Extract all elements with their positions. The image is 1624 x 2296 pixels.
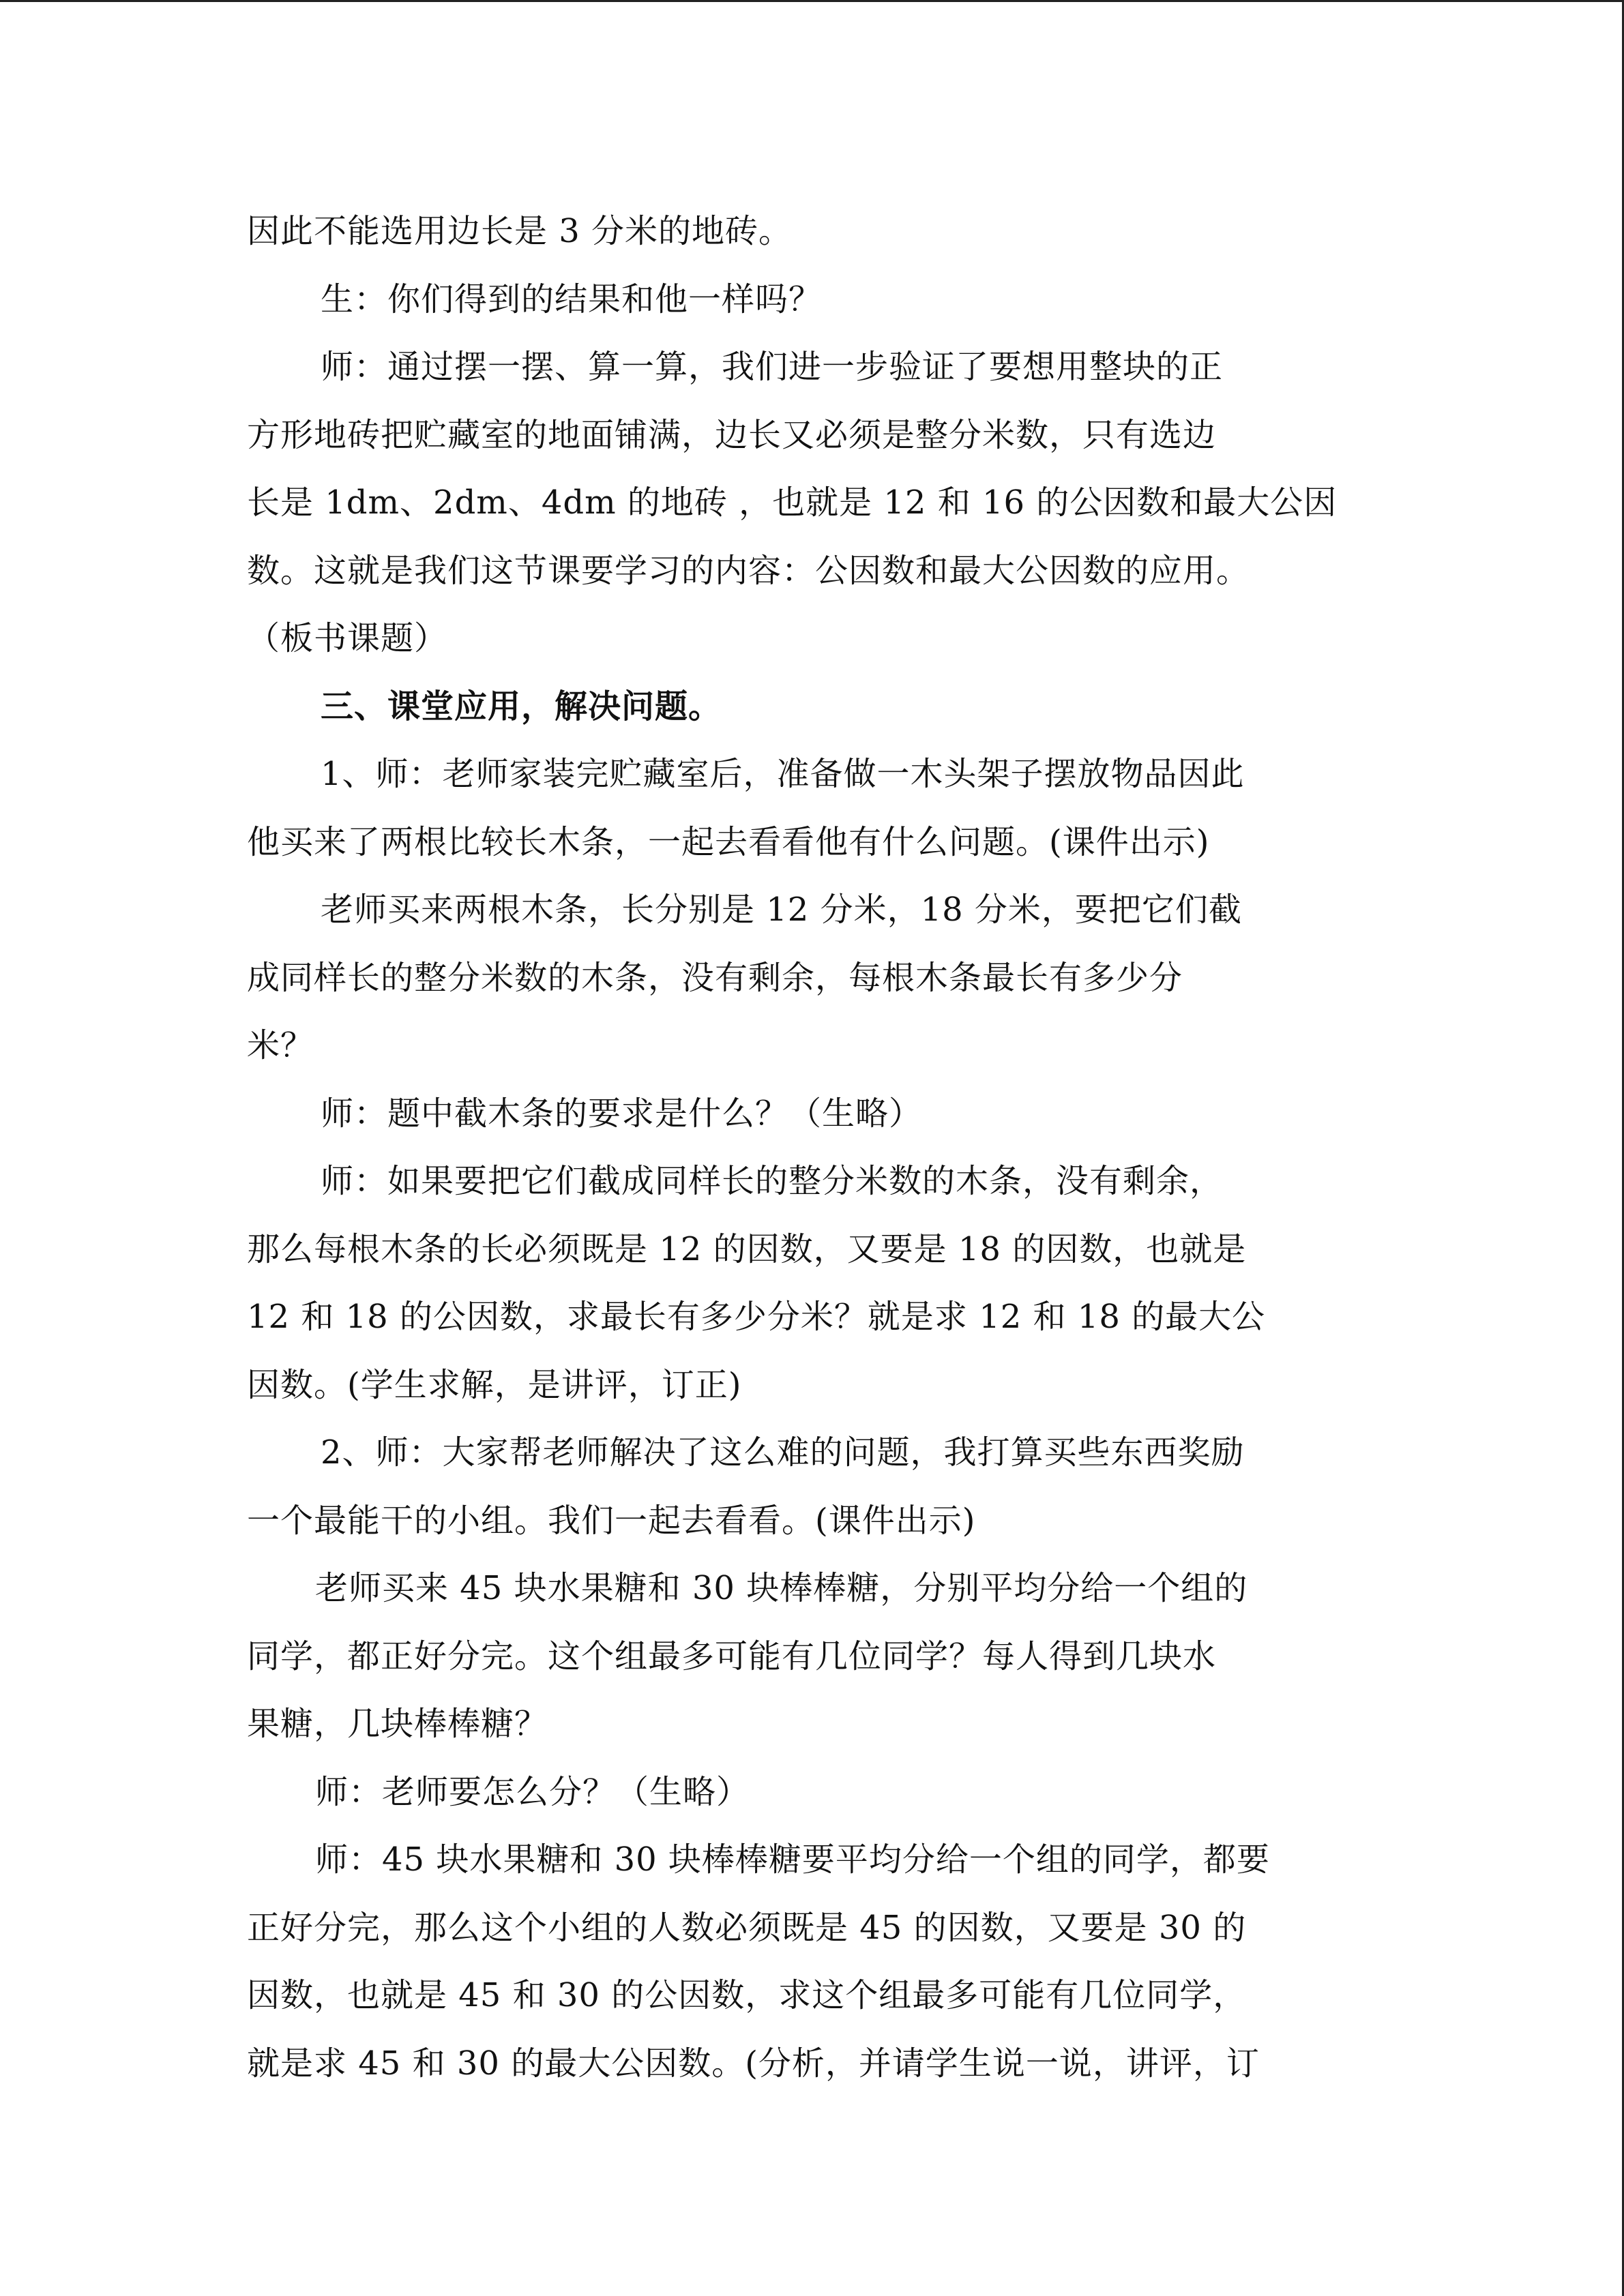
document-body [247, 198, 1379, 2098]
paragraph-line: 师：题中截木条的要求是什么？（生略） [321, 1094, 923, 1133]
paragraph-line: 12 和 18 的公因数，求最长有多少分米？就是求 12 和 18 的最大公 [247, 1298, 1266, 1336]
paragraph-line: （板书课题） [247, 619, 448, 657]
paragraph-line: 师：老师要怎么分？（生略） [315, 1772, 750, 1811]
paragraph-line: 因数。(学生求解，是讲评，订正) [247, 1365, 742, 1404]
paragraph-line: 因此不能选用边长是 3 分米的地砖。 [247, 212, 793, 250]
paragraph-line: 数。这就是我们这节课要学习的内容：公因数和最大公因数的应用。 [247, 551, 1250, 590]
paragraph-line: 2、师：大家帮老师解决了这么难的问题，我打算买些东西奖励 [321, 1433, 1245, 1472]
paragraph-line: 老师买来两根木条，长分别是 12 分米，18 分米，要把它们截 [321, 891, 1242, 929]
paragraph-line: 米？ [247, 1026, 314, 1064]
paragraph-line: 方形地砖把贮藏室的地面铺满，边长又必须是整分米数，只有选边 [247, 415, 1217, 454]
paragraph-line: 因数，也就是 45 和 30 的公因数，求这个组最多可能有几位同学， [247, 1976, 1247, 2014]
paragraph-line: 同学，都正好分完。这个组最多可能有几位同学？每人得到几块水 [247, 1637, 1217, 1675]
paragraph-line: 生：你们得到的结果和他一样吗？ [321, 280, 823, 318]
paragraph-line: 他买来了两根比较长木条，一起去看看他有什么问题。(课件出示) [247, 822, 1210, 861]
paragraph-line: 成同样长的整分米数的木条，没有剩余，每根木条最长有多少分 [247, 958, 1183, 997]
paragraph-line: 一个最能干的小组。我们一起去看看。(课件出示) [247, 1501, 976, 1540]
paragraph-line: 那么每根木条的长必须既是 12 的因数，又要是 18 的因数，也就是 [247, 1229, 1247, 1268]
paragraph-line: 就是求 45 和 30 的最大公因数。(分析，并请学生说一说，讲评，订 [247, 2044, 1260, 2083]
paragraph-line: 1、师：老师家装完贮藏室后，准备做一木头架子摆放物品因此 [321, 755, 1245, 793]
paragraph-line: 师：45 块水果糖和 30 块棒棒糖要平均分给一个组的同学，都要 [315, 1840, 1270, 1879]
paragraph-line: 老师买来 45 块水果糖和 30 块棒棒糖，分别平均分给一个组的 [315, 1569, 1248, 1607]
section-heading: 三、课堂应用，解决问题。 [321, 687, 722, 726]
paragraph-line: 长是 1dm、2dm、4dm 的地砖 ，也就是 12 和 16 的公因数和最大公因 [247, 483, 1338, 522]
paragraph-line: 正好分完，那么这个小组的人数必须既是 45 的因数，又要是 30 的 [247, 1908, 1247, 1947]
paragraph-line: 师：如果要把它们截成同样长的整分米数的木条，没有剩余， [321, 1162, 1224, 1200]
paragraph-line: 师：通过摆一摆、算一算，我们进一步验证了要想用整块的正 [321, 348, 1224, 386]
paragraph-line: 果糖，几块棒棒糖？ [247, 1705, 548, 1743]
page-top-border [0, 0, 1624, 2]
